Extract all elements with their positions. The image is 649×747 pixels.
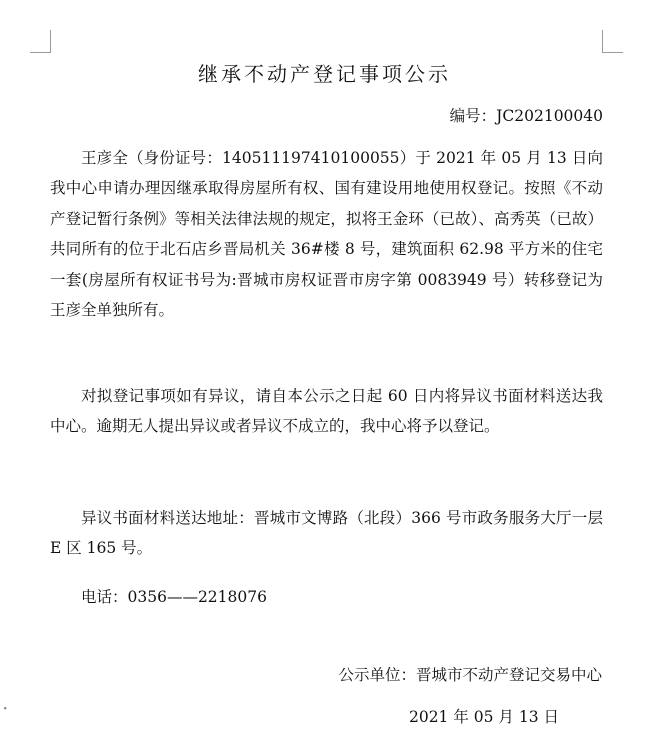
paragraph-address: 异议书面材料送达地址：晋城市文博路（北段）366 号市政务服务大厅一层 E 区 165 号。 bbox=[50, 509, 603, 558]
document-number: 编号：JC202100040 bbox=[449, 107, 603, 125]
paragraph-objection: 对拟登记事项如有异议，请自本公示之日起 60 日内将异议书面材料送达我中心。逾期无人提出异议或者异议不成立的，我中心将予以登记。 bbox=[50, 387, 603, 436]
crop-mark-top-left bbox=[30, 30, 51, 53]
edge-marker-icon: ∙ bbox=[3, 704, 8, 714]
document-title: 继承不动产登记事项公示 bbox=[198, 62, 451, 86]
paragraph-phone: 电话：0356——2218076 bbox=[81, 588, 267, 606]
crop-mark-top-right bbox=[602, 30, 623, 53]
issue-date: 2021 年 05 月 13 日 bbox=[408, 708, 559, 726]
paragraph-application: 王彦全（身份证号：140511197410100055）于 2021 年 05 月 13 日向我中心申请办理因继承取得房屋所有权、国有建设用地使用权登记。按照《不动产登记暂行条例》等相关法律法规的规定，拟将王金环（已故）、高秀英（已故）共同所有的位于北石店乡晋局机关 36#楼 8 号，建筑面积 62.98 平方米的住宅一套(房屋所有权证书号为:晋城市房权证晋市房字第 0083949 号）转移登记为王彦全单独所有。 bbox=[50, 149, 603, 320]
issuing-unit: 公示单位：晋城市不动产登记交易中心 bbox=[338, 666, 602, 684]
